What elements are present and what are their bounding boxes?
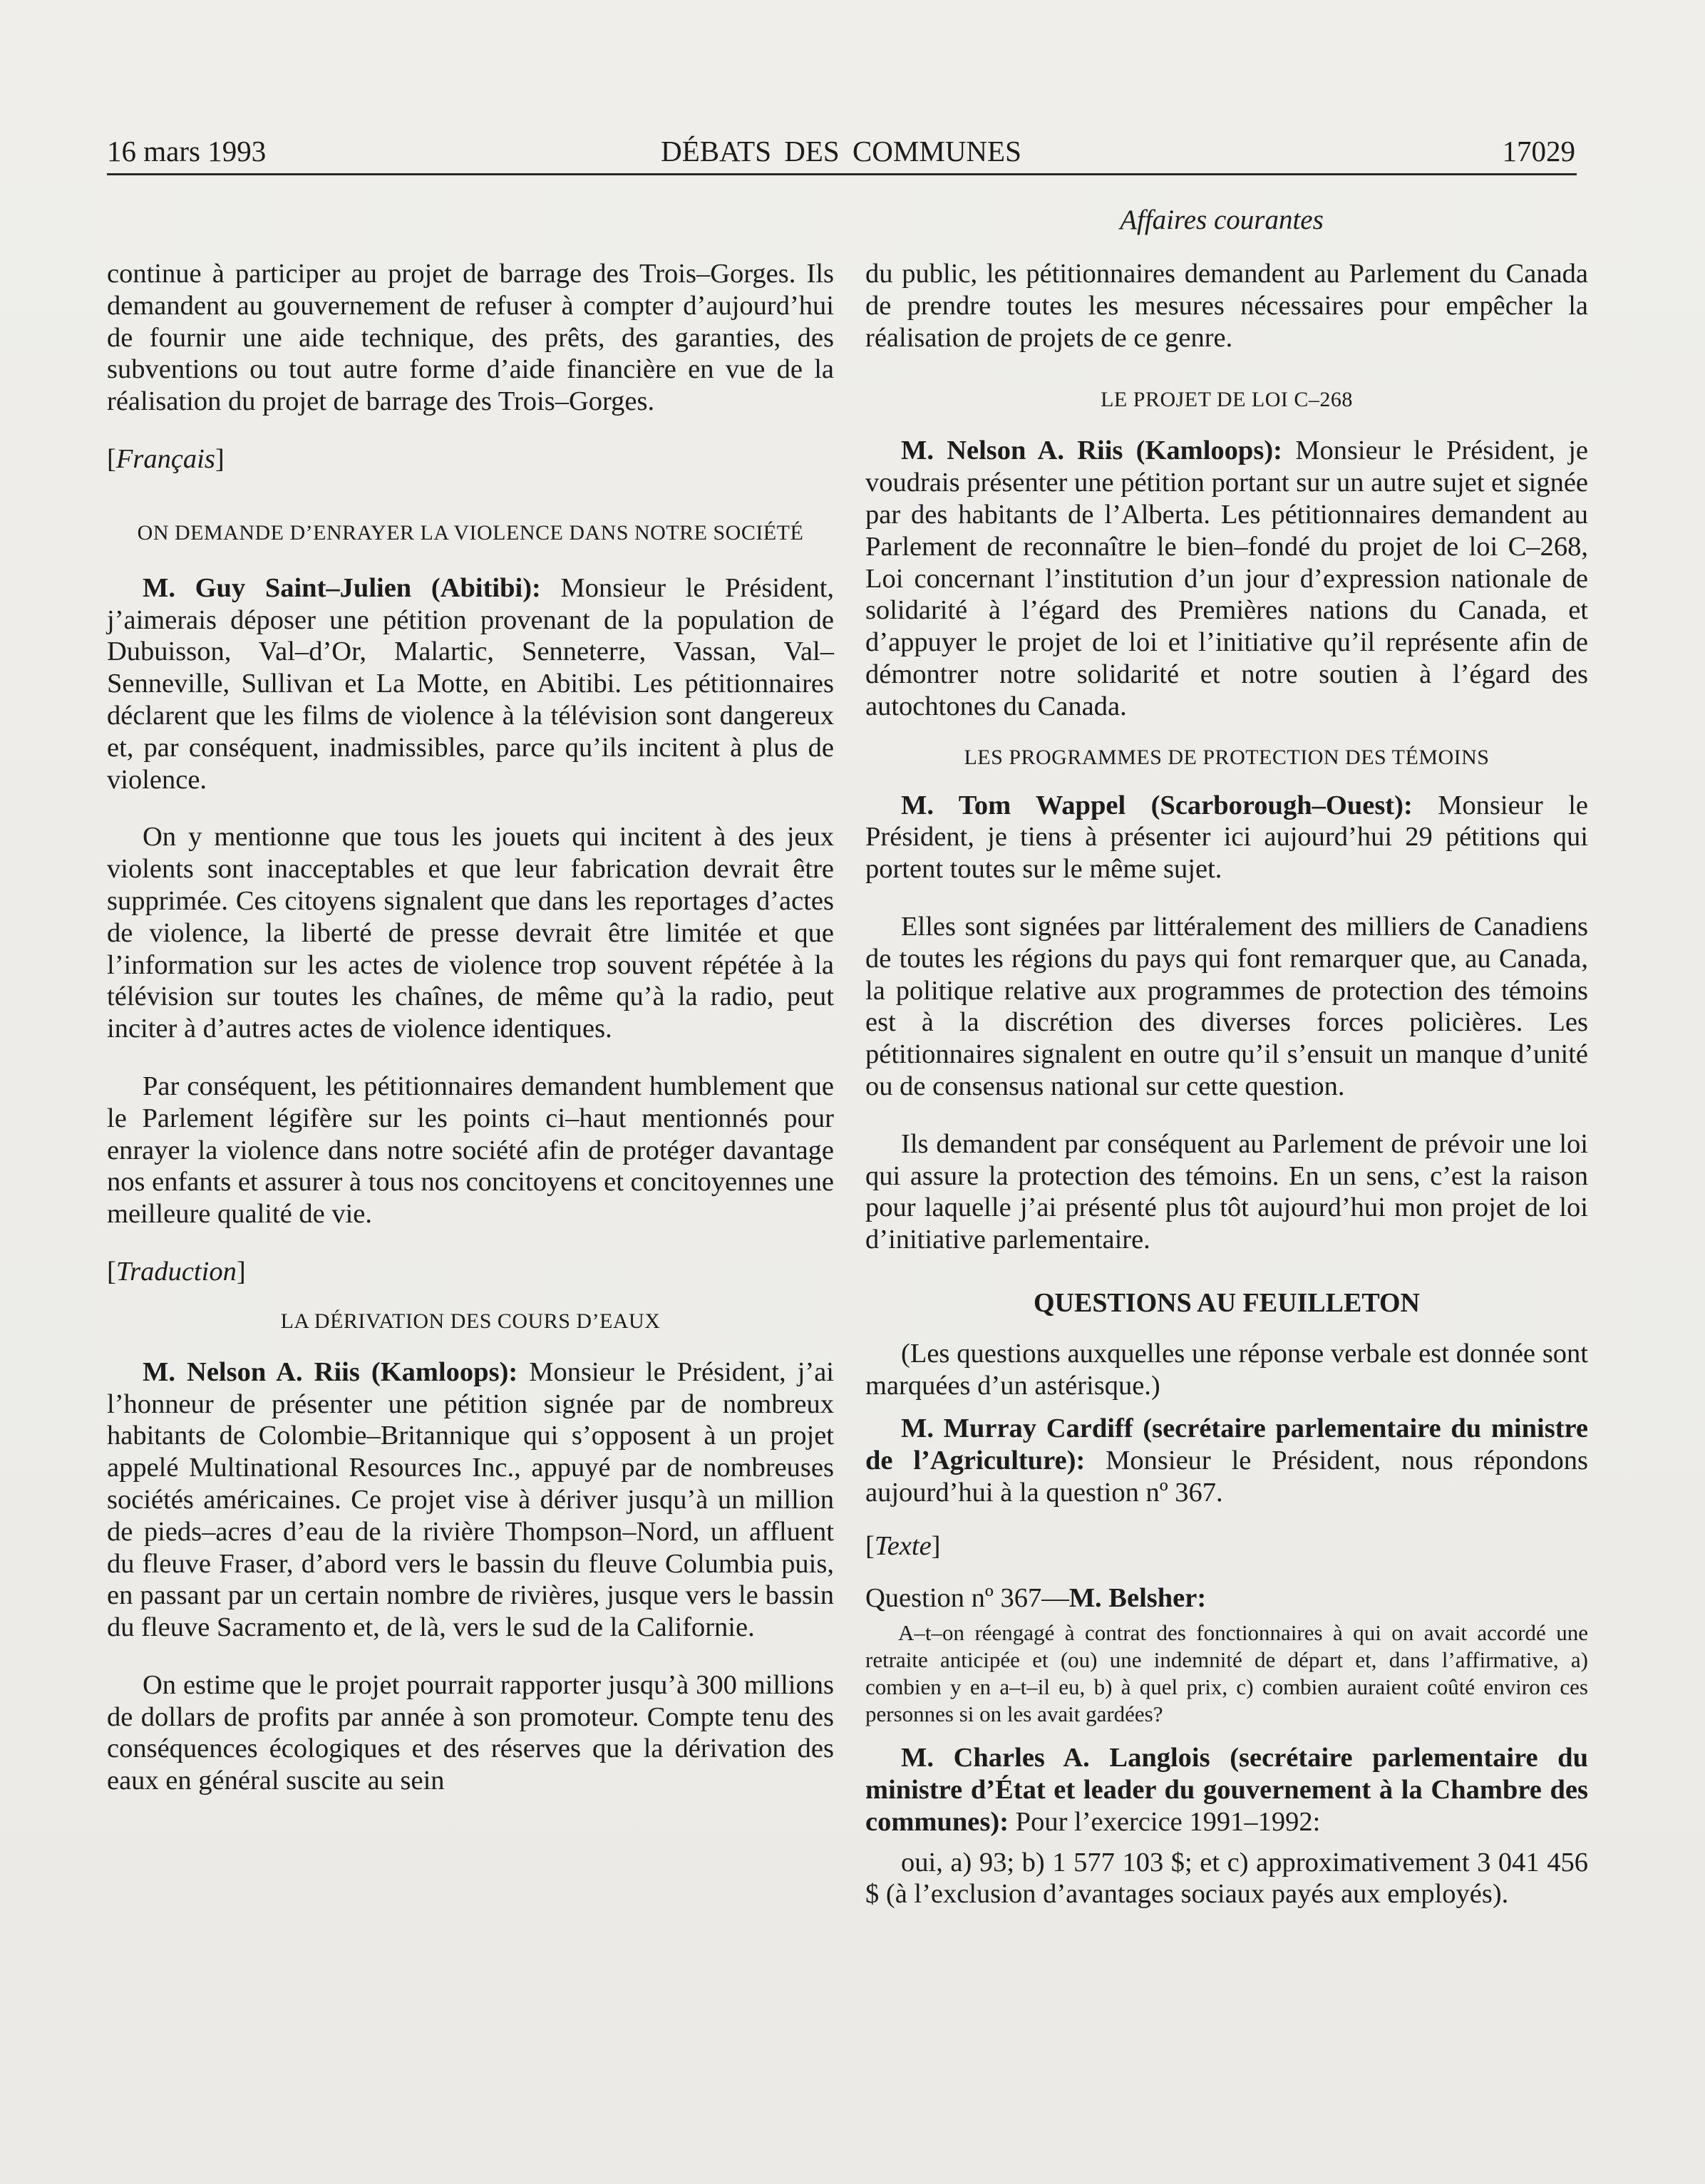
page-header (107, 128, 1575, 171)
section-title: Affaires courantes (1120, 205, 1324, 235)
paragraph: M. Nelson A. Riis (Kamloops): Monsieur le Président, j’ai l’honneur de présenter une pétition signée par de nombreux habitants de Colombie–Britannique qui s’opposent à un projet appelé Multinational Resources Inc., appuyé par de nombreuses sociétés américaines. Ce projet vise à dériver jusqu’à un million de pieds–acres d’eau de la rivière Thompson–Nord, un affluent du fleuve Fraser, d’abord vers le bassin du fleuve Columbia puis, en passant par un certain nombre de rivières, jusque vers le bassin du fleuve Sacramento et, de là, vers le sud de la Californie. (107, 1356, 835, 1643)
paragraph: On estime que le projet pourrait rapporter jusqu’à 300 millions de dollars de profits par année à son promoteur. Compte tenu des conséquences écologiques et des réserves que la dérivation des eaux en général suscite au sein (107, 1669, 834, 1796)
paragraph: Ils demandent par conséquent au Parlement de prévoir une loi qui assure la protection des témoins. En un sens, c’est la raison pour laquelle j’ai présenté plus tôt aujourd’hui mon projet de loi d’initiative parlementaire. (865, 1128, 1588, 1255)
paragraph: M. Guy Saint–Julien (Abitibi): Monsieur le Président, j’aimerais déposer une pétition provenant de la population de Dubuisson, Val–d’Or, Malartic, Senneterre, Vassan, Val–Senneville, Sullivan et La Motte, en Abitibi. Les pétitionnaires déclarent que les films de violence à la télévision sont dangereux et, par conséquent, inadmissibles, parce qu’ils incitent à plus de violence. (107, 572, 835, 795)
left-column (107, 258, 834, 1797)
paragraph: On y mentionne que tous les jouets qui incitent à des jeux violents sont inacceptables et que leur fabrication devrait être supprimée. Ces citoyens signalent que dans les reportages d’actes de violence, la liberté de presse devrait être limitée et que l’information sur les actes de violence trop souvent répétée à la télévision sur toutes les chaînes, de même qu’à la radio, peut inciter à d’autres actes de violence identiques. (107, 822, 834, 1044)
header-rule (107, 173, 1577, 175)
paragraph: Elles sont signées par littéralement des milliers de Canadiens de toutes les régions du pays qui font remarquer que, au Canada, la politique relative aux programmes de protection des témoins est à la discrétion des diverses forces policières. Les pétitionnaires signalent en outre qu’il s’ensuit un manque d’unité ou de consensus national sur cette question. (865, 911, 1588, 1101)
section-heading: LES PROGRAMMES DE PROTECTION DES TÉMOINS (964, 745, 1490, 769)
language-marker: [Traduction] (107, 1256, 246, 1287)
question-author: M. Belsher: (1068, 1582, 1207, 1613)
paragraph: M. Murray Cardiff (secrétaire parlementaire du ministre de l’Agriculture): Monsieur le Président, nous répondons aujourd’hui à la question nº 367. (865, 1413, 1589, 1508)
speaker-name: M. Guy Saint–Julien (Abitibi): (143, 572, 541, 603)
speaker-name: M. Nelson A. Riis (Kamloops): (143, 1356, 518, 1387)
paragraph: M. Nelson A. Riis (Kamloops): Monsieur le Président, je voudrais présenter une pétition portant sur un autre sujet et signée par des habitants de l’Alberta. Les pétitionnaires demandent au Parlement de reconnaître le bien–fondé du projet de loi C–268, Loi concernant l’institution d’un jour d’expression nationale de solidarité à l’égard des Premières nations du Canada, et d’appuyer le projet de loi et l’initiative qu’il représente afin de démontrer notre solidarité et notre soutien à l’égard des autochtones du Canada. (865, 436, 1588, 721)
question-text: A–t–on réengagé à contrat des fonctionnaires à qui on avait accordé une retraite anticipée et (ou) une indemnité de départ et, dans l’affirmative, a) combien y en a–t–il eu, b) à quel prix, c) combien auraient coûté environ ces personnes si on les avait gardées? (865, 1620, 1588, 1727)
paragraph: M. Charles A. Langlois (secrétaire parlementaire du ministre d’État et leader du gouvernement à la Chambre des communes): Pour l’exercice 1991–1992: (865, 1743, 1588, 1837)
paragraph: continue à participer au projet de barrage des Trois–Gorges. Ils demandent au gouvernement de refuser à compter d’aujourd’hui de fournir une aide technique, des prêts, des garanties, des subventions ou tout autre forme d’aide financière en vue de la réalisation du projet de barrage des Trois–Gorges. (107, 259, 834, 417)
paragraph: Par conséquent, les pétitionnaires demandent humblement que le Parlement légifère sur les points ci–haut mentionnés pour enrayer la violence dans notre société afin de protéger davantage nos enfants et assurer à tous nos concitoyens et concitoyennes une meilleure qualité de vie. (107, 1071, 834, 1230)
language-marker: [Texte] (865, 1530, 941, 1561)
header-title: DÉBATS DES COMMUNES (661, 135, 1021, 168)
header-page-number: 17029 (1502, 135, 1575, 168)
paragraph: (Les questions auxquelles une réponse verbale est donnée sont marquées d’un astérisque.) (865, 1338, 1588, 1401)
speaker-name: M. Nelson A. Riis (Kamloops): (901, 436, 1282, 466)
speaker-name: M. Charles A. Langlois (secrétaire parlementaire du ministre d’État et leader du gouvernement à la Chambre des communes): (865, 1743, 1588, 1837)
paragraph: du public, les pétitionnaires demandent au Parlement du Canada de prendre toutes les mesures nécessaires pour empêcher la réalisation de projets de ce genre. (865, 259, 1588, 353)
section-heading: LE PROJET DE LOI C–268 (1101, 388, 1353, 412)
section-heading: LA DÉRIVATION DES COURS D’EAUX (280, 1309, 661, 1333)
speaker-name: M. Tom Wappel (Scarborough–Ouest): (901, 790, 1413, 820)
paragraph: oui, a) 93; b) 1 577 103 $; et c) approximativement 3 041 456 $ (à l’exclusion d’avantages sociaux payés aux employés). (865, 1847, 1588, 1910)
right-column (865, 258, 1588, 1910)
language-marker: [Français] (107, 443, 225, 474)
section-heading-major: QUESTIONS AU FEUILLETON (1033, 1287, 1421, 1318)
header-date: 16 mars 1993 (107, 135, 267, 168)
question-heading: Question nº 367—M. Belsher: (865, 1582, 1207, 1613)
section-heading: ON DEMANDE D’ENRAYER LA VIOLENCE DANS NOTRE SOCIÉTÉ (137, 520, 804, 545)
speaker-name: M. Murray Cardiff (secrétaire parlementaire du ministre de l’Agriculture): (865, 1413, 1588, 1476)
paragraph: M. Tom Wappel (Scarborough–Ouest): Monsieur le Président, je tiens à présenter ici aujourd’hui 29 pétitions qui portent toutes sur le même sujet. (865, 790, 1588, 885)
